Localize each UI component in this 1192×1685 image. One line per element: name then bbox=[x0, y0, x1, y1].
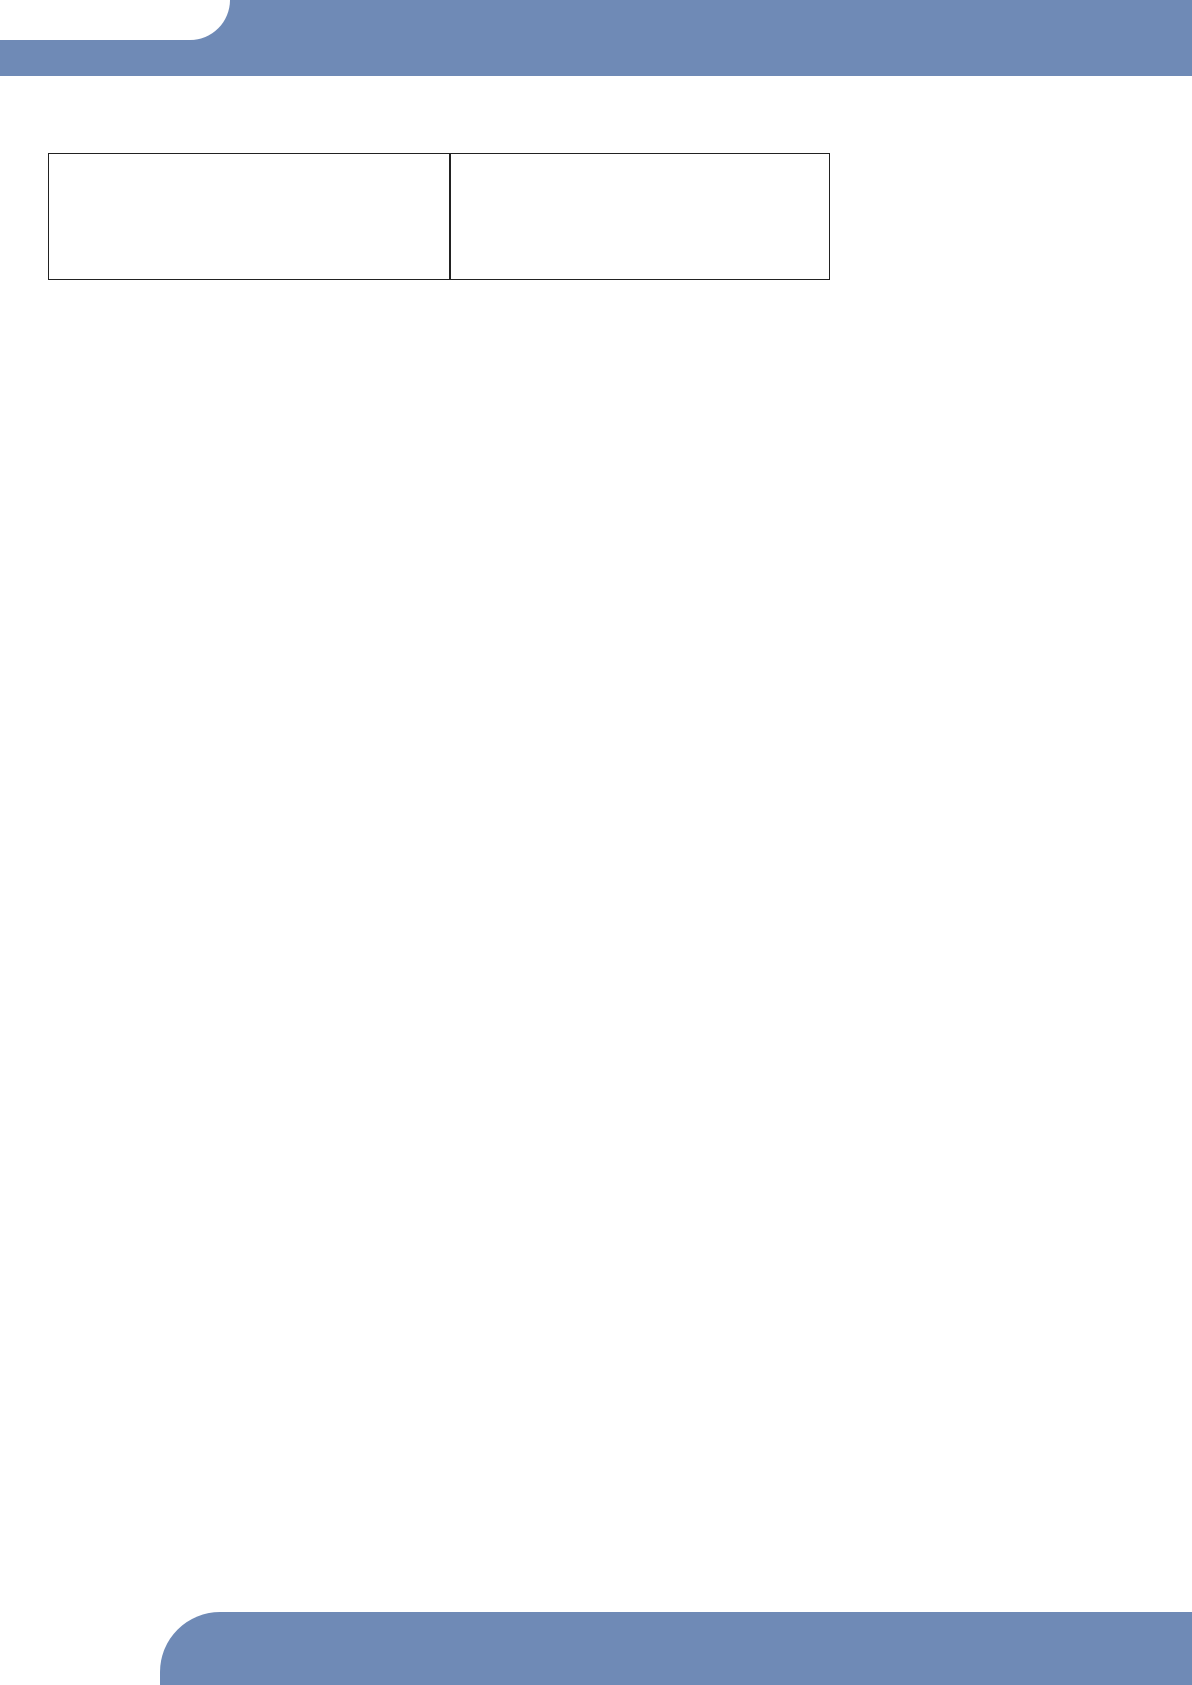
en-penalty bbox=[62, 348, 66, 528]
header-band bbox=[0, 0, 1192, 76]
footer-band bbox=[160, 1612, 1192, 1685]
en-content bbox=[56, 154, 172, 532]
